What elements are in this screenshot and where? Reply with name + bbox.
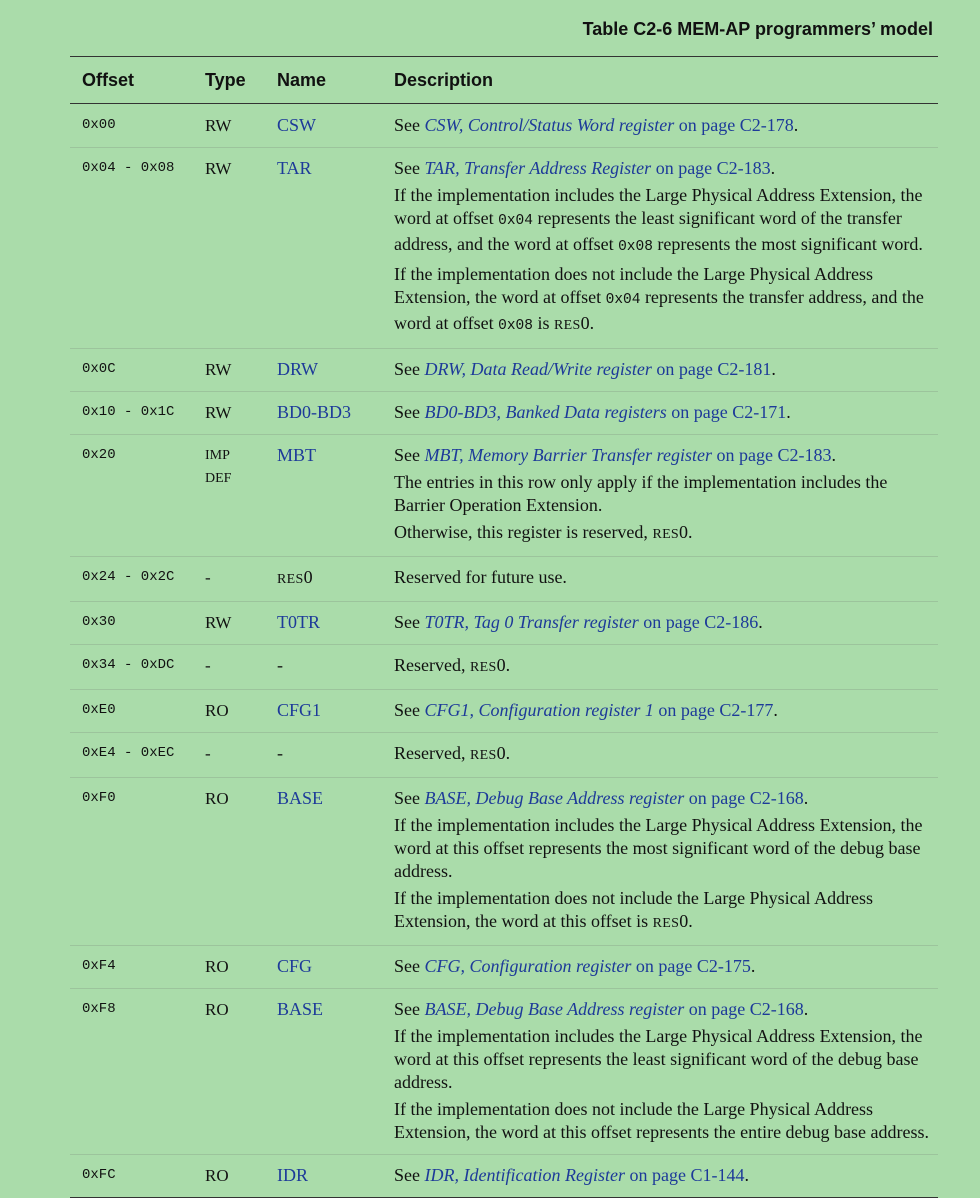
type-cell: IMP DEF bbox=[193, 435, 265, 557]
description-cell: See BASE, Debug Base Address register on page C2-168. If the implementation includes the Large Physical Address Extension, the word at this offset represents the most significant word of the debug base address. If the implementation does not include the Large Physical Address Extension, the word at this offset is RES0. bbox=[382, 778, 938, 946]
register-xref-link[interactable]: CSW, Control/Status Word register on page C2-178 bbox=[424, 115, 794, 135]
description-cell: See BASE, Debug Base Address register on page C2-168. If the implementation includes the Large Physical Address Extension, the word at this offset represents the least significant word of the debug base address. If the implementation does not include the Large Physical Address Extension, the word at this offset represents the entire debug base address. bbox=[382, 989, 938, 1155]
register-xref-link[interactable]: CFG1, Configuration register 1 on page C2-177 bbox=[424, 700, 774, 720]
description-cell: See IDR, Identification Register on page C1-144. bbox=[394, 1165, 749, 1185]
table-row bbox=[70, 778, 938, 946]
table-row bbox=[70, 435, 938, 557]
register-name: RES0 bbox=[265, 557, 382, 602]
type-cell: RO bbox=[193, 778, 265, 946]
description-cell: See T0TR, Tag 0 Transfer register on page C2-186. bbox=[382, 602, 938, 645]
register-name-link[interactable]: CFG1 bbox=[265, 690, 382, 733]
register-xref-link[interactable]: BASE, Debug Base Address register on page C2-168 bbox=[424, 788, 804, 808]
mem-ap-register-table bbox=[70, 56, 938, 1198]
offset-cell: 0xFC bbox=[82, 1167, 116, 1183]
offset-cell: 0xE0 bbox=[70, 690, 193, 733]
type-cell: RO bbox=[193, 946, 265, 989]
register-name-link[interactable]: T0TR bbox=[265, 602, 382, 645]
register-xref-link[interactable]: IDR, Identification Register on page C1-144 bbox=[424, 1165, 745, 1185]
offset-cell: 0xF0 bbox=[70, 778, 193, 946]
offset-cell: 0x34 - 0xDC bbox=[70, 645, 193, 690]
register-xref-link[interactable]: DRW, Data Read/Write register on page C2-181 bbox=[424, 359, 772, 379]
register-xref-link[interactable]: MBT, Memory Barrier Transfer register on page C2-183 bbox=[424, 445, 832, 465]
table-row bbox=[70, 602, 938, 645]
table-row bbox=[70, 349, 938, 392]
register-name-link[interactable]: BD0-BD3 bbox=[265, 392, 382, 435]
description-paragraph: If the implementation includes the Large Physical Address Extension, the word at offset 0x04 represents the least significant word of the transfer address, and the word at offset 0x08 represents the most significant word. bbox=[394, 185, 923, 255]
header-offset: Offset bbox=[70, 57, 193, 104]
type-cell: RW bbox=[193, 349, 265, 392]
type-cell: RW bbox=[193, 104, 265, 148]
register-name-link[interactable]: CSW bbox=[265, 104, 382, 148]
register-xref-link[interactable]: BD0-BD3, Banked Data registers on page C2-171 bbox=[424, 402, 787, 422]
offset-cell: 0xF8 bbox=[70, 989, 193, 1155]
description-paragraph: If the implementation does not include the Large Physical Address Extension, the word at this offset is RES0. bbox=[394, 888, 874, 931]
type-cell: - bbox=[193, 645, 265, 690]
table-row bbox=[70, 104, 938, 148]
type-cell: RO bbox=[193, 690, 265, 733]
description-cell: See CFG, Configuration register on page C2-175. bbox=[382, 946, 938, 989]
register-name: - bbox=[265, 733, 382, 778]
type-cell: RW bbox=[193, 392, 265, 435]
offset-cell: 0x04 - 0x08 bbox=[70, 148, 193, 349]
register-xref-link[interactable]: BASE, Debug Base Address register on page C2-168 bbox=[424, 999, 804, 1019]
offset-cell: 0x0C bbox=[70, 349, 193, 392]
offset-cell: 0x10 - 0x1C bbox=[70, 392, 193, 435]
register-name-link[interactable]: BASE bbox=[265, 989, 382, 1155]
description-paragraph: If the implementation does not include the Large Physical Address Extension, the word at this offset represents the entire debug base address. bbox=[394, 1099, 930, 1142]
description-paragraph: If the implementation includes the Large Physical Address Extension, the word at this offset represents the most significant word of the debug base address. bbox=[394, 815, 923, 881]
register-name-link[interactable]: TAR bbox=[265, 148, 382, 349]
table-row bbox=[70, 733, 938, 778]
offset-cell: 0xF4 bbox=[70, 946, 193, 989]
description-paragraph: If the implementation includes the Large Physical Address Extension, the word at this offset represents the least significant word of the debug base address. bbox=[394, 1026, 923, 1092]
type-cell: - bbox=[193, 557, 265, 602]
table-row bbox=[70, 645, 938, 690]
table-row bbox=[70, 989, 938, 1155]
register-name-link[interactable]: MBT bbox=[265, 435, 382, 557]
type-cell: RW bbox=[193, 148, 265, 349]
register-name-link[interactable]: DRW bbox=[265, 349, 382, 392]
offset-cell: 0x20 bbox=[70, 435, 193, 557]
type-cell: RO bbox=[205, 1166, 229, 1185]
register-name-link[interactable]: BASE bbox=[265, 778, 382, 946]
offset-cell: 0x00 bbox=[70, 104, 193, 148]
header-name: Name bbox=[265, 57, 382, 104]
table-row bbox=[70, 148, 938, 349]
description-cell: See TAR, Transfer Address Register on page C2-183. If the implementation includes the Large Physical Address Extension, the word at offset 0x04 represents the least significant word of the transfer address, and the word at offset 0x08 represents the most significant word. If the implementation does not include the Large Physical Address Extension, the word at offset 0x04 represents the transfer address, and the word at offset 0x08 is RES0. bbox=[382, 148, 938, 349]
description-cell: See BD0-BD3, Banked Data registers on page C2-171. bbox=[382, 392, 938, 435]
table-row bbox=[70, 557, 938, 602]
register-name-link[interactable]: IDR bbox=[277, 1165, 308, 1185]
table-row bbox=[70, 392, 938, 435]
description-cell: See CSW, Control/Status Word register on page C2-178. bbox=[382, 104, 938, 148]
register-xref-link[interactable]: TAR, Transfer Address Register on page C2-183 bbox=[424, 158, 771, 178]
offset-cell: 0x30 bbox=[70, 602, 193, 645]
header-description: Description bbox=[382, 57, 938, 104]
description-paragraph: Otherwise, this register is reserved, RES0. bbox=[394, 522, 693, 542]
table-row bbox=[70, 946, 938, 989]
description-paragraph: If the implementation does not include the Large Physical Address Extension, the word at offset 0x04 represents the transfer address, and the word at offset 0x08 is RES0. bbox=[394, 264, 924, 334]
description-cell: See CFG1, Configuration register 1 on page C2-177. bbox=[382, 690, 938, 733]
register-name: - bbox=[265, 645, 382, 690]
register-xref-link[interactable]: T0TR, Tag 0 Transfer register on page C2-186 bbox=[424, 612, 759, 632]
table-header-row bbox=[70, 57, 938, 104]
register-xref-link[interactable]: CFG, Configuration register on page C2-175 bbox=[424, 956, 751, 976]
type-cell: RO bbox=[193, 989, 265, 1155]
header-type: Type bbox=[193, 57, 265, 104]
table-row bbox=[70, 1155, 938, 1198]
offset-cell: 0xE4 - 0xEC bbox=[70, 733, 193, 778]
description-cell: Reserved, RES0. bbox=[382, 733, 938, 778]
offset-cell: 0x24 - 0x2C bbox=[70, 557, 193, 602]
description-paragraph: The entries in this row only apply if the implementation includes the Barrier Operation Extension. bbox=[394, 472, 888, 515]
table-caption: Table C2-6 MEM-AP programmers’ model bbox=[582, 19, 933, 39]
description-cell: Reserved, RES0. bbox=[382, 645, 938, 690]
register-name-link[interactable]: CFG bbox=[265, 946, 382, 989]
description-cell: See DRW, Data Read/Write register on page C2-181. bbox=[382, 349, 938, 392]
description-cell: Reserved for future use. bbox=[382, 557, 938, 602]
table-row bbox=[70, 690, 938, 733]
description-cell: See MBT, Memory Barrier Transfer register on page C2-183. The entries in this row only apply if the implementation includes the Barrier Operation Extension. Otherwise, this register is reserved, RES0. bbox=[382, 435, 938, 557]
type-cell: - bbox=[193, 733, 265, 778]
type-cell: RW bbox=[193, 602, 265, 645]
